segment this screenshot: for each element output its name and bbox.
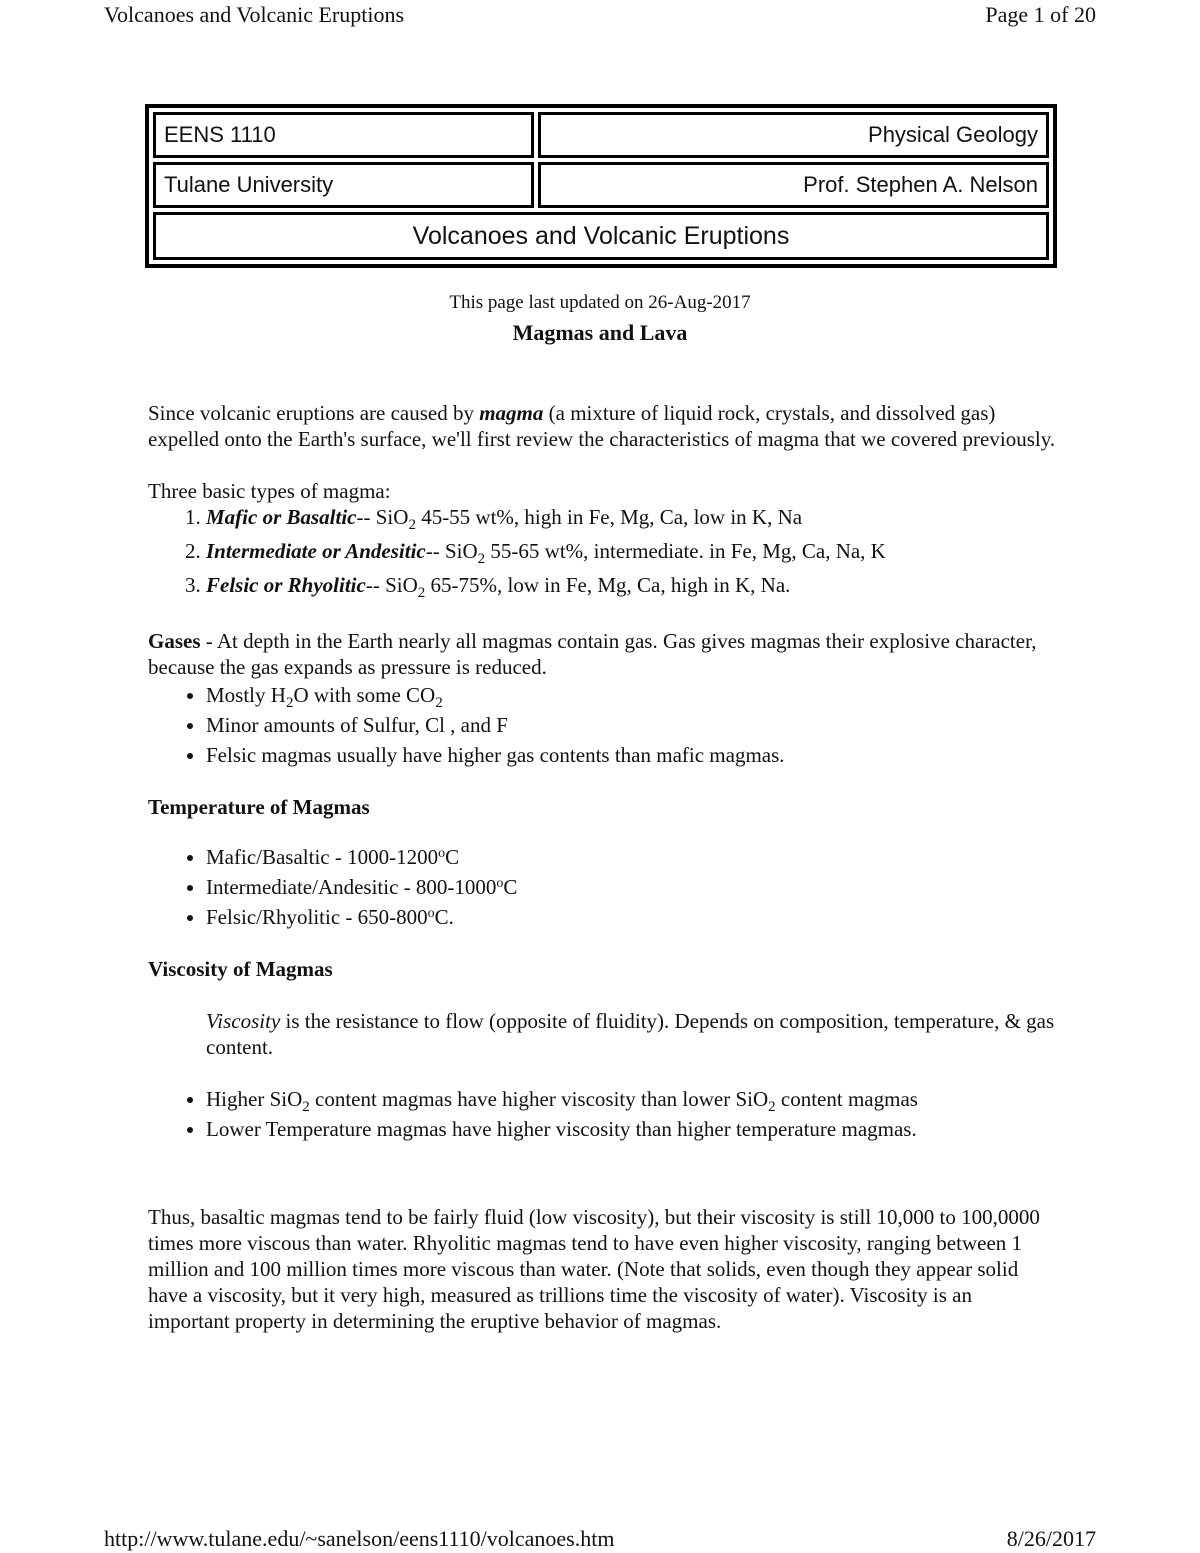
magma-type-desc: 55-65 wt%, intermediate. in Fe, Mg, Ca, Na, K (485, 539, 886, 563)
subscript: 2 (477, 551, 486, 567)
course-number: EENS 1110 (153, 112, 534, 158)
list-item (206, 902, 1058, 932)
text: Mostly H (206, 683, 286, 707)
magma-type-desc: 45-55 wt%, high in Fe, Mg, Ca, low in K, Na (415, 505, 803, 529)
last-updated: This page last updated on 26-Aug-2017 (449, 292, 751, 313)
magma-type-desc: 65-75%, low in Fe, Mg, Ca, high in K, Na. (425, 573, 791, 597)
footer-date: 8/26/2017 (1006, 1526, 1096, 1551)
text: Mafic/Basaltic - 1000-1200 (206, 845, 439, 869)
list-item: • Minor amounts of Sulfur, Cl , and F (206, 710, 1058, 740)
separator: -- (425, 539, 445, 563)
print-footer (104, 1526, 1096, 1552)
print-header (104, 2, 1096, 28)
list-item (206, 534, 1058, 568)
conclusion-paragraph: Thus, basaltic magmas tend to be fairly fluid (low viscosity), but their viscosity is still 10,000 to 100,0000 times more viscous than water. Rhyolitic magmas tend to have even higher viscosity, ranging between 1 million and 100 million times more viscous than water. (Note that solids, even though they appear solid have a viscosity, but it very high, measured as trillions time the viscosity of water). Viscosity is an important property in determining the eruptive behavior of magmas. (148, 1205, 1040, 1333)
subscript: 2 (285, 695, 294, 711)
list-item (206, 872, 1058, 902)
header-title: Volcanoes and Volcanic Eruptions (104, 2, 405, 27)
list-item: • Felsic magmas usually have higher gas contents than mafic magmas. (206, 740, 1058, 770)
definition-text: is the resistance to flow (opposite of fluidity). Depends on composition, temperature, & gas content. (206, 1009, 1055, 1059)
course-info-table (145, 104, 1057, 268)
viscosity-list (148, 1084, 1058, 1144)
professor-name: Prof. Stephen A. Nelson (538, 162, 1049, 208)
unit: C (445, 845, 460, 869)
list-item: • Lower Temperature magmas have higher viscosity than higher temperature magmas. (206, 1114, 1058, 1144)
magma-types-list (148, 500, 1058, 602)
course-subject: Physical Geology (538, 112, 1049, 158)
intro-text-rest: (a mixture of liquid rock, crystals, and dissolved gas) expelled onto the Earth's surface, we'll first review the characteristics of magma that we covered previously. (148, 401, 1056, 451)
gases-label: Gases (148, 629, 201, 653)
subscript: 2 (435, 695, 443, 711)
separator: -- (365, 573, 386, 597)
viscosity-heading: Viscosity of Magmas (148, 957, 333, 981)
text: Intermediate/Andesitic - 800-1000 (206, 875, 497, 899)
subscript: 2 (417, 585, 426, 601)
subscript: 2 (408, 517, 416, 533)
degree-sup: o (427, 906, 435, 921)
temperature-heading: Temperature of Magmas (148, 795, 370, 819)
list-item (206, 680, 1058, 710)
text: content magmas have higher viscosity than lower SiO (309, 1087, 769, 1111)
list-item (206, 1084, 1058, 1114)
magma-type-name: Mafic or Basaltic (206, 505, 357, 529)
magma-term: magma (479, 401, 544, 425)
gases-paragraph (148, 628, 1058, 680)
degree-sup: o (496, 876, 504, 891)
magma-type-name: Felsic or Rhyolitic (206, 573, 366, 597)
list-item (206, 500, 1058, 534)
degree-sup: o (438, 846, 446, 861)
gases-list (148, 680, 1058, 770)
gases-text: - At depth in the Earth nearly all magmas contain gas. Gas gives magmas their explosive character, because the gas expands as pressure is reduced. (148, 629, 1037, 679)
text: Felsic/Rhyolitic - 650-800 (206, 905, 428, 929)
separator: -- (356, 505, 376, 529)
list-item (206, 568, 1058, 602)
formula: SiO (385, 573, 418, 597)
subscript: 2 (302, 1099, 310, 1115)
page-title: Volcanoes and Volcanic Eruptions (153, 212, 1049, 260)
formula: SiO (444, 539, 478, 563)
magma-types-heading: Three basic types of magma: (148, 479, 391, 503)
text: content magmas (775, 1087, 918, 1111)
list-item (206, 842, 1058, 872)
intro-paragraph (148, 400, 1058, 452)
university-name: Tulane University (153, 162, 534, 208)
formula: SiO (375, 505, 409, 529)
text: Higher SiO (206, 1087, 303, 1111)
intro-text: Since volcanic eruptions are caused by (148, 401, 480, 425)
magma-type-name: Intermediate or Andesitic (206, 539, 426, 563)
text: O with some CO (293, 683, 436, 707)
section-title: Magmas and Lava (512, 320, 688, 345)
main-content (148, 400, 1058, 1334)
temperature-list (148, 842, 1058, 932)
unit: C (503, 875, 518, 899)
viscosity-term: Viscosity (206, 1009, 281, 1033)
subscript: 2 (768, 1099, 776, 1115)
header-page-number: Page 1 of 20 (985, 2, 1096, 27)
viscosity-definition (148, 1008, 1058, 1060)
footer-url: http://www.tulane.edu/~sanelson/eens1110/volcanoes.htm (104, 1526, 615, 1551)
unit: C. (434, 905, 454, 929)
